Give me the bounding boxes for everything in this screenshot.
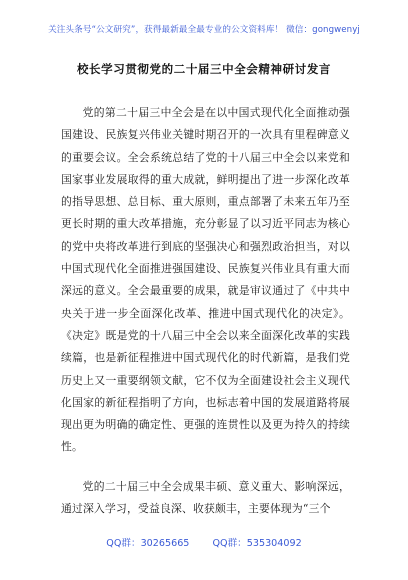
body-paragraph: 党的第二十届三中全会是在以中国式现代化全面推动强国建设、民族复兴伟业关键时期召开的一次具有里程碑意义的重要会议。全会系统总结了党的十八届三中全会以来党和国家事业发展取得的重大成就，鲜明提出了进一步深化改革的指导思想、总目标、重大原则，重点部署了未来五年乃至更长时期的重大改革措施，充分彰显了以习近平同志为核心的党中央将改革进行到底的坚强决心和强烈政治担当，对以中国式现代化全面推进强国建设、民族复兴伟业具有重大而深远的意义。全会最重要的成果，就是审议通过了《中共中央关于进一步全面深化改革、推进中国式现代化的决定》。《决定》既是党的十八届三中全会以来全面深化改革的实践续篇，也是新征程推进中国式现代化的时代新篇，是我们党历史上又一重要纲领文献，它不仅为全面建设社会主义现代化国家的新征程指明了方向，也标志着中国的发展道路将展现出更为明确的确定性、更强的连贯性以及更为持久的持续性。	[61, 106, 350, 454]
footer-qq-group-1: QQ群：30265665	[106, 538, 190, 549]
document-body	[61, 102, 350, 520]
header-promo-text: 关注头条号“公文研究”，获得最新最全最专业的公文资料库！ 微信：gongwenyj	[48, 25, 360, 35]
footer-qq-group-2: QQ群：535304092	[212, 538, 302, 549]
document-title: 校长学习贯彻党的二十届三中全会精神研讨发言	[76, 62, 332, 76]
body-paragraph: 党的二十届三中全会成果丰硕、意义重大、影响深远，通过深入学习，受益良深、收获颇丰，主要体现为“三个	[61, 479, 350, 516]
footer-contact	[0, 535, 408, 549]
